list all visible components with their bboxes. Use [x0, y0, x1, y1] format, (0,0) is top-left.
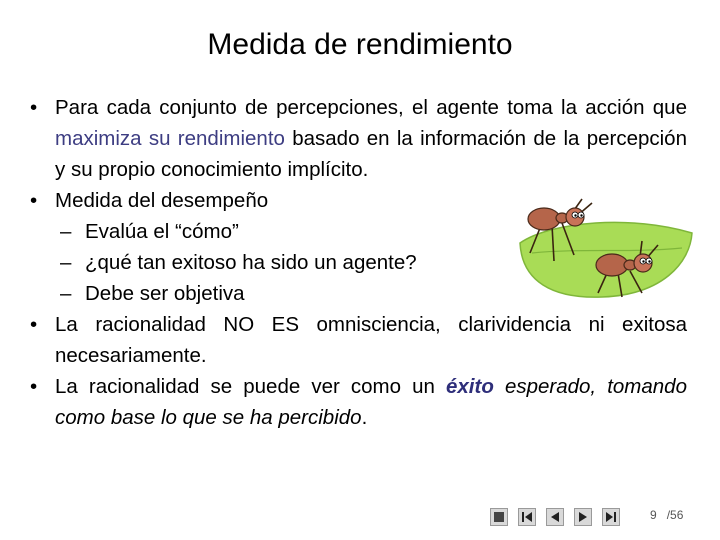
- sub-item-3-text: Debe ser objetiva: [85, 282, 245, 305]
- bullet-1-text-pre: Para cada conjunto de percepciones, el agente toma la acción que: [55, 96, 687, 119]
- bullet-item-4: [30, 371, 687, 433]
- bullet-glyph: •: [30, 375, 38, 398]
- bullet-4-end: .: [361, 406, 368, 429]
- last-page-icon[interactable]: [602, 508, 620, 526]
- ants-on-leaf-icon: [512, 193, 698, 305]
- bullet-4-text-italic: esperado, tomando como base lo que se ha percibido: [55, 375, 687, 429]
- total-pages: /56: [666, 508, 684, 522]
- bullet-item-3: [30, 309, 687, 371]
- stop-icon[interactable]: [490, 508, 508, 526]
- bullet-2-text: Medida del desempeño: [55, 189, 269, 212]
- page-indicator: [650, 508, 683, 522]
- previous-page-icon[interactable]: [546, 508, 564, 526]
- dash-glyph: –: [60, 282, 72, 305]
- first-page-icon[interactable]: [518, 508, 536, 526]
- next-page-icon[interactable]: [574, 508, 592, 526]
- dash-glyph: –: [60, 251, 72, 274]
- bullet-3-text: La racionalidad NO ES omnisciencia, clarividencia ni exitosa necesariamente.: [55, 313, 687, 367]
- bullet-1-text-post: basado en la información de la percepción y su propio conocimiento implícito.: [55, 127, 687, 181]
- slide-navigation: [490, 508, 620, 526]
- bullet-glyph: •: [30, 189, 38, 212]
- bullet-4-emphasis: éxito: [446, 375, 494, 398]
- bullet-glyph: •: [30, 313, 38, 336]
- sub-item-2-text: ¿qué tan exitoso ha sido un agente?: [85, 251, 417, 274]
- bullet-item-1: [30, 92, 687, 185]
- sub-item-1-text: Evalúa el “cómo”: [85, 220, 239, 243]
- dash-glyph: –: [60, 220, 72, 243]
- bullet-glyph: •: [30, 96, 38, 119]
- bullet-4-text-pre: La racionalidad se puede ver como un: [55, 375, 446, 398]
- current-page-number: 9: [650, 508, 657, 522]
- bullet-1-highlight: maximiza su rendimiento: [55, 127, 285, 150]
- slide-title: Medida de rendimiento: [207, 28, 513, 61]
